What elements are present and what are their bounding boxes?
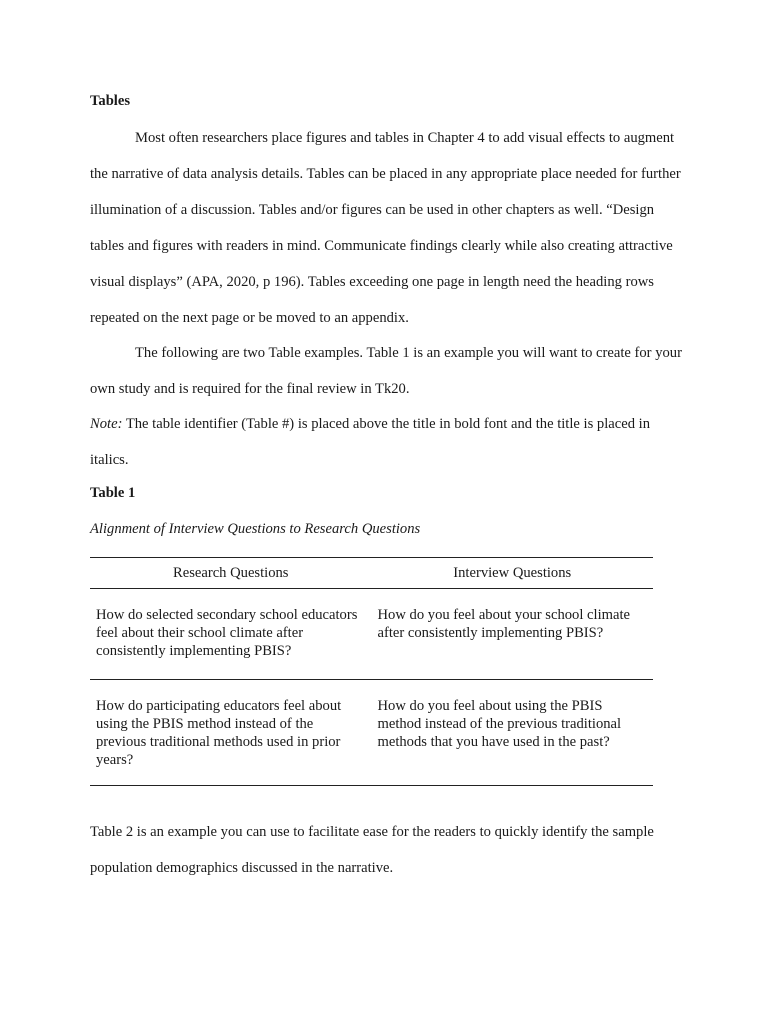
- table-1-title: Alignment of Interview Questions to Research Questions: [90, 521, 421, 537]
- interview-question-cell: How do you feel about your school climate after consistently implementing PBIS?: [372, 589, 654, 680]
- table-2-intro-paragraph: Table 2 is an example you can use to facilitate ease for the readers to quickly identify the sample population demographics discussed in the narrative.: [90, 824, 654, 876]
- table-1-label: Table 1: [90, 485, 136, 501]
- examples-paragraph: The following are two Table examples. Table 1 is an example you will want to create for your own study and is required for the final review in Tk20.: [90, 345, 682, 397]
- note-paragraph: [90, 406, 685, 478]
- header-interview-questions: Interview Questions: [372, 558, 654, 589]
- alignment-table: [90, 557, 653, 786]
- section-heading: Tables: [90, 93, 131, 109]
- intro-paragraph: Most often researchers place figures and tables in Chapter 4 to add visual effects to augment the narrative of data analysis details. Tables can be placed in any appropriate place needed for further illumination of a discussion. Tables and/or figures can be used in other chapters as well. “Design tables and figures with readers in mind. Communicate findings clearly while also creating attractive visual displays” (APA, 2020, p 196). Tables exceeding one page in length need the heading rows repeated on the next page or be moved to an appendix.: [90, 130, 681, 326]
- research-question-cell: How do participating educators feel about using the PBIS method instead of the previous traditional methods used in prior years?: [90, 680, 372, 786]
- research-question-cell: How do selected secondary school educators feel about their school climate after consistently implementing PBIS?: [90, 589, 372, 680]
- header-research-questions: Research Questions: [90, 558, 372, 589]
- table-header-row: [90, 558, 653, 589]
- interview-question-cell: How do you feel about using the PBIS method instead of the previous traditional methods that you have used in the past?: [372, 680, 654, 786]
- note-label: Note:: [90, 416, 123, 432]
- table-row: [90, 589, 653, 680]
- note-text: The table identifier (Table #) is placed above the title in bold font and the title is placed in italics.: [90, 416, 650, 468]
- table-row: [90, 680, 653, 786]
